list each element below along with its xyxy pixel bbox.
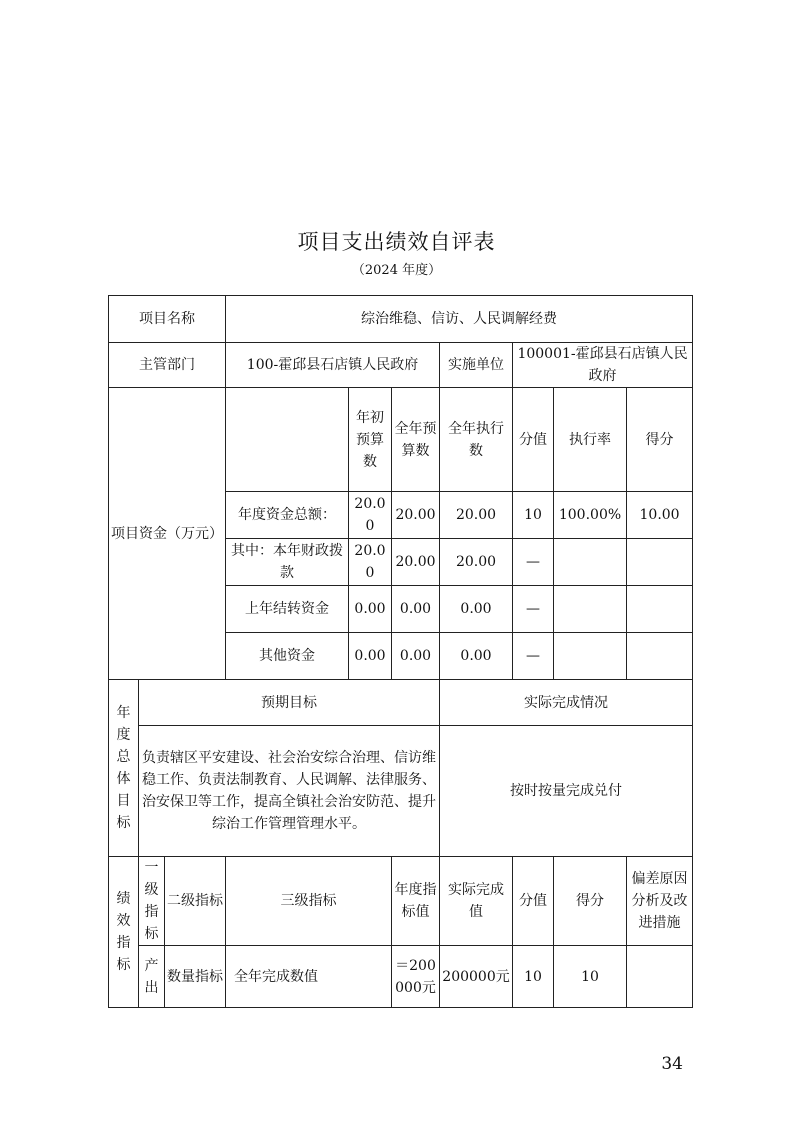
funds-row-exec: 0.00 bbox=[440, 586, 513, 633]
expected-goal-text: 负责辖区平安建设、社会治安综合治理、信访维稳工作、负责法制教育、人民调解、法律服务、治安保卫等工作，提高全镇社会治安防范、提升综治工作管理管理水平。 bbox=[139, 726, 440, 857]
funds-row-score: — bbox=[513, 539, 554, 586]
dept-label: 主管部门 bbox=[109, 343, 226, 388]
header-actual: 实际完成值 bbox=[440, 857, 513, 946]
indicator-got: 10 bbox=[554, 946, 627, 1008]
funds-row-exec: 20.00 bbox=[440, 539, 513, 586]
indicator-deviation bbox=[627, 946, 693, 1008]
indicator-actual: 200000元 bbox=[440, 946, 513, 1008]
funds-row-got bbox=[627, 586, 693, 633]
funds-row-label: 其他资金 bbox=[226, 633, 349, 680]
funds-row-got: 10.00 bbox=[627, 492, 693, 539]
unit-label: 实施单位 bbox=[440, 343, 513, 388]
funds-row-rate: 100.00% bbox=[554, 492, 627, 539]
header-ind-got: 得分 bbox=[554, 857, 627, 946]
indicators-label: 绩效指标 bbox=[109, 857, 139, 1008]
actual-goal-text: 按时按量完成兑付 bbox=[440, 726, 693, 857]
header-score: 分值 bbox=[513, 388, 554, 492]
funds-row-label: 其中：本年财政拨款 bbox=[226, 539, 349, 586]
header-annual: 年度指标值 bbox=[392, 857, 440, 946]
funds-row-label: 年度资金总额： bbox=[226, 492, 349, 539]
header-rate: 执行率 bbox=[554, 388, 627, 492]
indicator-row bbox=[109, 946, 693, 1008]
indicator-score: 10 bbox=[513, 946, 554, 1008]
header-exec: 全年执行数 bbox=[440, 388, 513, 492]
funds-row-exec: 20.00 bbox=[440, 492, 513, 539]
project-name-row bbox=[109, 296, 693, 343]
funds-row-score: 10 bbox=[513, 492, 554, 539]
funds-row-rate bbox=[554, 539, 627, 586]
funds-row-got bbox=[627, 539, 693, 586]
header-got: 得分 bbox=[627, 388, 693, 492]
actual-goal-header: 实际完成情况 bbox=[440, 680, 693, 726]
funds-row-initial: 0.00 bbox=[349, 586, 392, 633]
goals-header-row bbox=[109, 680, 693, 726]
page-number: 34 bbox=[661, 1054, 683, 1074]
funds-header-row bbox=[109, 388, 693, 492]
header-ind-score: 分值 bbox=[513, 857, 554, 946]
indicator-annual: ＝200000元 bbox=[392, 946, 440, 1008]
header-deviation: 偏差原因分析及改进措施 bbox=[627, 857, 693, 946]
funds-row-full: 20.00 bbox=[392, 539, 440, 586]
dept-value: 100-霍邱县石店镇人民政府 bbox=[226, 343, 440, 388]
funds-row-full: 0.00 bbox=[392, 586, 440, 633]
funds-row-initial: 20.00 bbox=[349, 539, 392, 586]
funds-row-label: 上年结转资金 bbox=[226, 586, 349, 633]
expected-goal-header: 预期目标 bbox=[139, 680, 440, 726]
project-name-label: 项目名称 bbox=[109, 296, 226, 343]
page-title: 项目支出绩效自评表 bbox=[297, 230, 496, 254]
page-subtitle: （2024 年度） bbox=[351, 263, 442, 278]
unit-value: 100001-霍邱县石店镇人民政府 bbox=[513, 343, 693, 388]
header-level1: 一级指标 bbox=[139, 857, 165, 946]
funds-row-full: 0.00 bbox=[392, 633, 440, 680]
goals-label: 年度总体目标 bbox=[109, 680, 139, 857]
indicator-level3: 全年完成数值 bbox=[226, 946, 392, 1008]
funds-row-rate bbox=[554, 633, 627, 680]
funds-row-initial: 20.00 bbox=[349, 492, 392, 539]
header-initial-budget: 年初预算数 bbox=[349, 388, 392, 492]
funds-row-initial: 0.00 bbox=[349, 633, 392, 680]
funds-row-rate bbox=[554, 586, 627, 633]
goals-content-row bbox=[109, 726, 693, 857]
header-full-budget: 全年预算数 bbox=[392, 388, 440, 492]
header-level3: 三级指标 bbox=[226, 857, 392, 946]
indicator-level2: 数量指标 bbox=[165, 946, 226, 1008]
funds-label: 项目资金（万元） bbox=[109, 388, 226, 680]
header-level2: 二级指标 bbox=[165, 857, 226, 946]
project-name-value: 综治维稳、信访、人民调解经费 bbox=[226, 296, 693, 343]
indicator-level1: 产出 bbox=[139, 946, 165, 1008]
funds-row-full: 20.00 bbox=[392, 492, 440, 539]
funds-header-blank bbox=[226, 388, 349, 492]
department-row bbox=[109, 343, 693, 388]
funds-row-got bbox=[627, 633, 693, 680]
funds-row-score: — bbox=[513, 586, 554, 633]
indicators-header-row bbox=[109, 857, 693, 946]
funds-row-score: — bbox=[513, 633, 554, 680]
evaluation-table bbox=[108, 295, 693, 1008]
funds-row-exec: 0.00 bbox=[440, 633, 513, 680]
